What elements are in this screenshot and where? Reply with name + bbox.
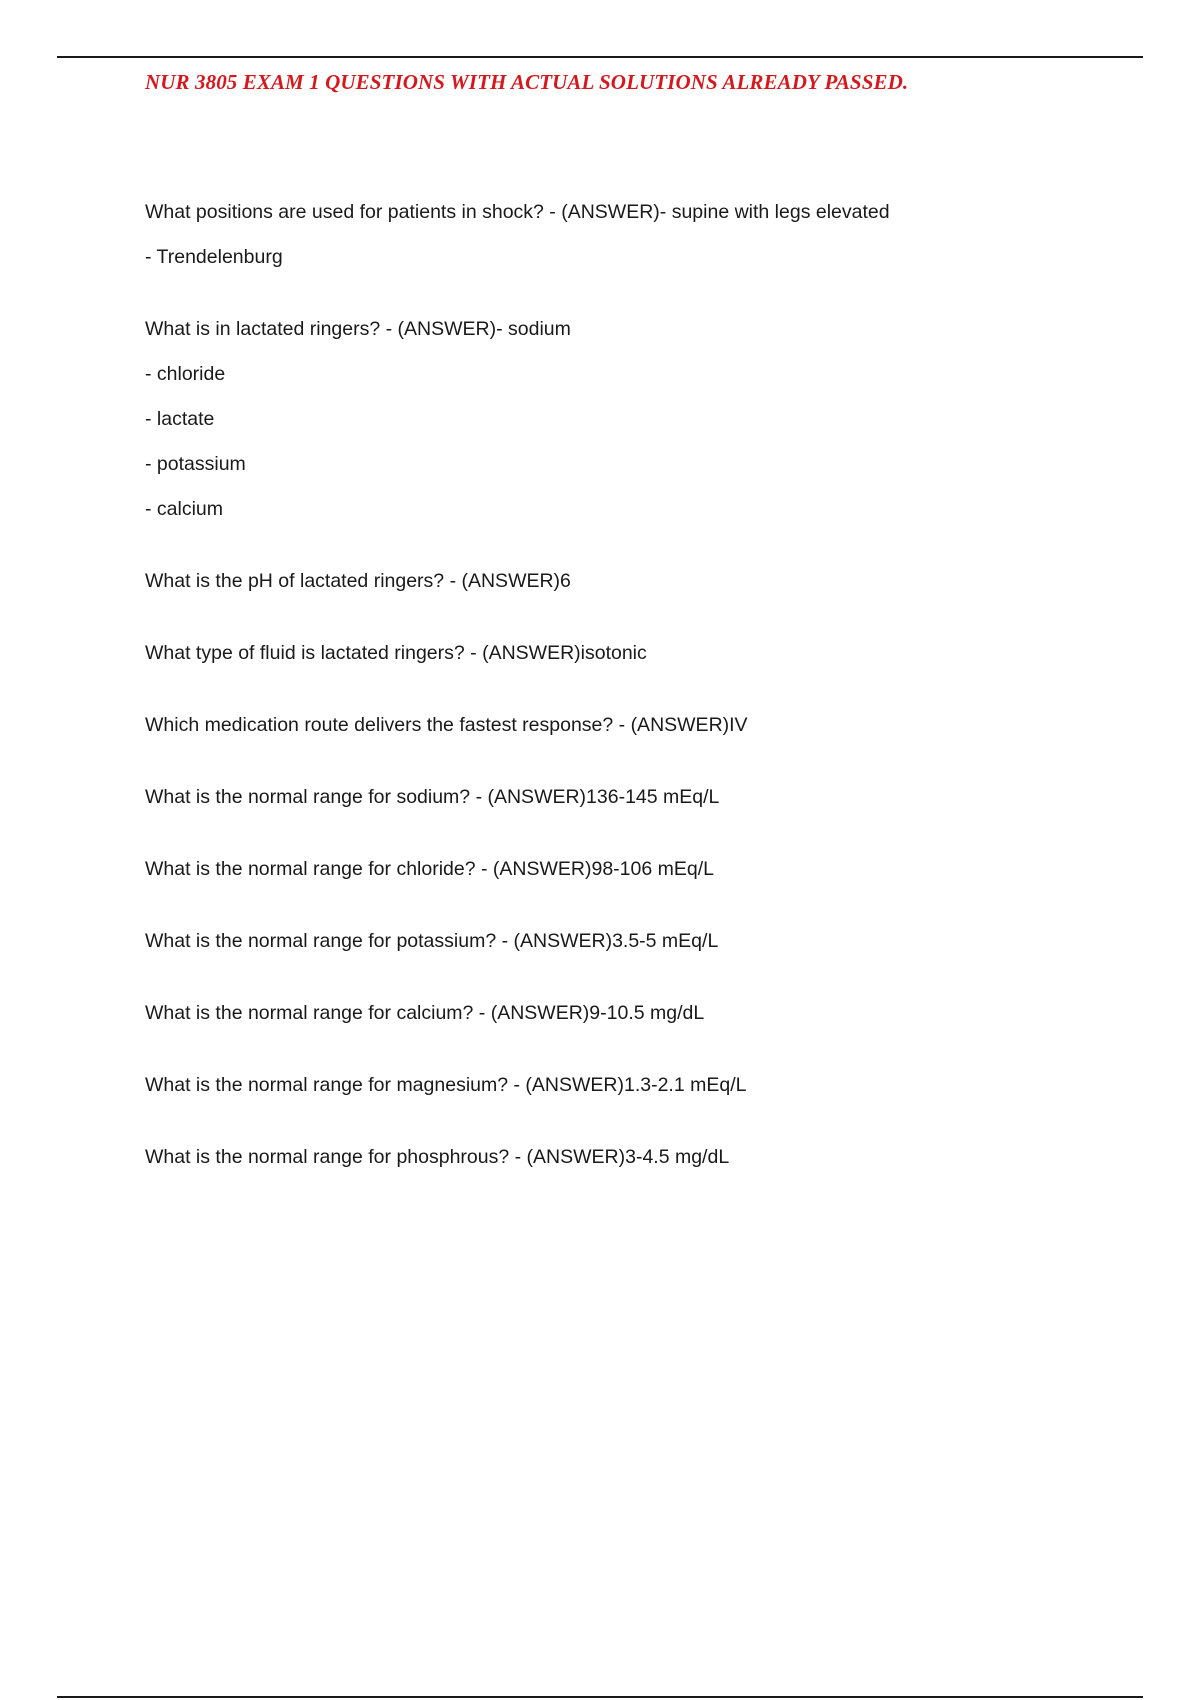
qa-item [145,199,1105,271]
qa-answer-line: - calcium [145,498,224,520]
document-title: NUR 3805 EXAM 1 QUESTIONS WITH ACTUAL SOLUTIONS ALREADY PASSED. [145,70,909,94]
qa-item [145,928,1105,955]
qa-question-line: What positions are used for patients in shock? - (ANSWER)- supine with legs elevated [145,201,890,223]
qa-question-line: Which medication route delivers the fastest response? - (ANSWER)IV [145,714,748,736]
header-rule [57,56,1143,58]
qa-question-line: What is the normal range for magnesium? - (ANSWER)1.3-2.1 mEq/L [145,1074,747,1096]
qa-list [145,199,1105,1216]
qa-item [145,1072,1105,1099]
footer-rule [57,1696,1143,1698]
qa-question-line: What is the normal range for sodium? - (ANSWER)136-145 mEq/L [145,786,720,808]
qa-answer-line: - Trendelenburg [145,246,283,268]
qa-question-line: What is the normal range for chloride? - (ANSWER)98-106 mEq/L [145,858,714,880]
qa-question-line: What is in lactated ringers? - (ANSWER)- sodium [145,318,571,340]
qa-item [145,1000,1105,1027]
qa-answer-line: - chloride [145,363,226,385]
qa-answer-line: - potassium [145,453,246,475]
qa-item [145,640,1105,667]
qa-question-line: What is the pH of lactated ringers? - (ANSWER)6 [145,570,571,592]
qa-item [145,712,1105,739]
qa-question-line: What type of fluid is lactated ringers? - (ANSWER)isotonic [145,642,647,664]
qa-item [145,1144,1105,1171]
qa-item [145,316,1105,523]
qa-question-line: What is the normal range for potassium? - (ANSWER)3.5-5 mEq/L [145,930,719,952]
qa-item [145,784,1105,811]
qa-question-line: What is the normal range for phosphrous? - (ANSWER)3-4.5 mg/dL [145,1146,730,1168]
qa-question-line: What is the normal range for calcium? - (ANSWER)9-10.5 mg/dL [145,1002,705,1024]
qa-item [145,568,1105,595]
qa-answer-line: - lactate [145,408,215,430]
qa-item [145,856,1105,883]
